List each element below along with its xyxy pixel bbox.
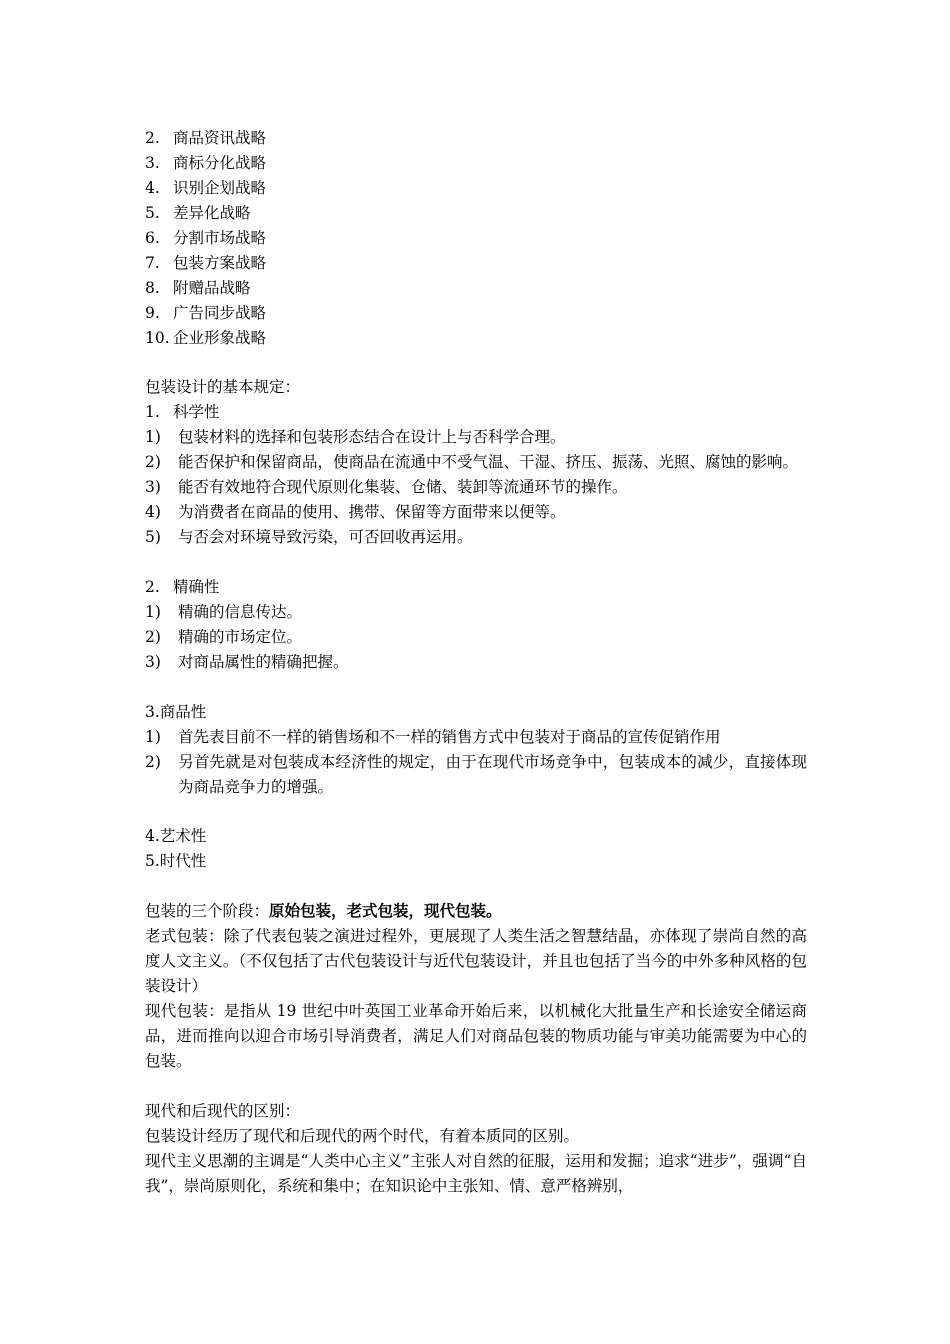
list-text: 商标分化战略 [173,153,267,172]
list-item [145,226,807,251]
spacer [145,550,807,575]
list-item [145,525,807,550]
list-number: 5. [145,203,160,222]
list-item [145,750,807,800]
list-text: 与否会对环境导致污染，可否回收再运用。 [178,528,473,547]
list-text: 精确的市场定位。 [178,627,303,646]
list-number: 3) [145,652,161,671]
list-item [145,500,807,525]
list-item [145,650,807,675]
list-number: 6. [145,228,160,247]
subsection-heading-commodity: 3.商品性 [145,702,207,721]
modern-packaging-paragraph: 现代包装：是指从 19 世纪中叶英国工业革命开始后来，以机械化大批量生产和长途安全储运商品，进而推向以迎合市场引导消费者，满足人们对商品包装的物质功能与审美功能需要为中心的包装。 [145,1002,807,1070]
list-number: 5) [145,528,161,547]
paragraph: 包装设计经历了现代和后现代的两个时代，有着本质同的区别。 [145,1126,580,1145]
subsection-heading-era: 5.时代性 [145,852,207,871]
list-text: 企业形象战略 [173,328,267,347]
list-item [145,450,807,475]
list-number: 2. [145,577,160,596]
section-heading-difference: 现代和后现代的区别： [145,1101,301,1120]
list-item [145,725,807,750]
list-number: 2) [145,453,161,472]
subsection-heading-science [145,400,807,425]
list-number: 3. [145,153,160,172]
list-number: 4) [145,503,161,522]
list-text: 为消费者在商品的使用、携带、保留等方面带来以便等。 [178,503,566,522]
spacer [145,799,807,824]
list-number: 2. [145,129,160,147]
subsection-title: 精确性 [173,577,220,596]
strategy-list [145,126,807,350]
list-text: 另首先就是对包装成本经济性的规定，由于在现代市场竞争中，包装成本的减少，直接体现为商品竞争力的增强。 [178,752,807,796]
spacer [145,1074,807,1099]
section-heading-basic: 包装设计的基本规定： [145,378,301,397]
list-text: 对商品属性的精确把握。 [178,652,349,671]
subsection-heading-art: 4.艺术性 [145,827,207,846]
list-number: 10. [145,328,170,347]
list-number: 1. [145,403,160,422]
list-item [145,425,807,450]
list-number: 3) [145,478,161,497]
list-item [145,600,807,625]
list-item [145,326,807,351]
paragraph: 现代主义思潮的主调是“人类中心主义”主张人对自然的征服，运用和发掘；追求“进步”，强调“自我”，崇尚原则化，系统和集中；在知识论中主张知、情、意严格辨别， [145,1151,807,1195]
list-text: 识别企划战略 [173,178,267,197]
list-number: 2) [145,627,161,646]
list-item [145,126,807,151]
list-text: 分割市场战略 [173,228,267,247]
list-item [145,176,807,201]
list-item [145,301,807,326]
list-text: 包装材料的选择和包装形态结合在设计上与否科学合理。 [178,428,566,447]
list-number: 4. [145,178,160,197]
spacer [145,675,807,700]
list-number: 1) [145,602,161,621]
list-text: 精确的信息传达。 [178,602,303,621]
list-item [145,251,807,276]
stages-label: 包装的三个阶段： [145,902,270,921]
list-item [145,201,807,226]
list-number: 9. [145,303,160,322]
stages-line [145,899,807,924]
spacer [145,350,807,375]
subsection-heading-accuracy [145,575,807,600]
list-text: 差异化战略 [173,203,251,222]
list-item [145,625,807,650]
list-number: 7. [145,253,160,272]
list-text: 首先表目前不一样的销售场和不一样的销售方式中包装对于商品的宣传促销作用 [178,727,721,746]
list-text: 能否有效地符合现代原则化集装、仓储、装卸等流通环节的操作。 [178,478,628,497]
list-text: 广告同步战略 [173,303,267,322]
stages-bold: 原始包装，老式包装，现代包装。 [269,901,502,921]
list-text: 包装方案战略 [173,253,267,272]
list-item [145,475,807,500]
list-item [145,151,807,176]
spacer [145,874,807,899]
list-number: 2) [145,752,161,771]
list-text: 附赠品战略 [173,278,251,297]
list-item [145,276,807,301]
old-packaging-paragraph: 老式包装：除了代表包装之演进过程外，更展现了人类生活之智慧结晶，亦体现了崇尚自然的高度人文主义。（不仅包括了古代包装设计与近代包装设计，并且也包括了当今的中外多种风格的包装设计） [145,927,807,996]
list-number: 1) [145,428,161,447]
subsection-title: 科学性 [173,403,220,422]
document-body [145,126,807,1199]
list-text: 商品资讯战略 [173,129,267,147]
list-number: 8. [145,278,160,297]
list-number: 1) [145,727,161,746]
list-text: 能否保护和保留商品，使商品在流通中不受气温、干湿、挤压、振荡、光照、腐蚀的影响。 [178,453,799,472]
